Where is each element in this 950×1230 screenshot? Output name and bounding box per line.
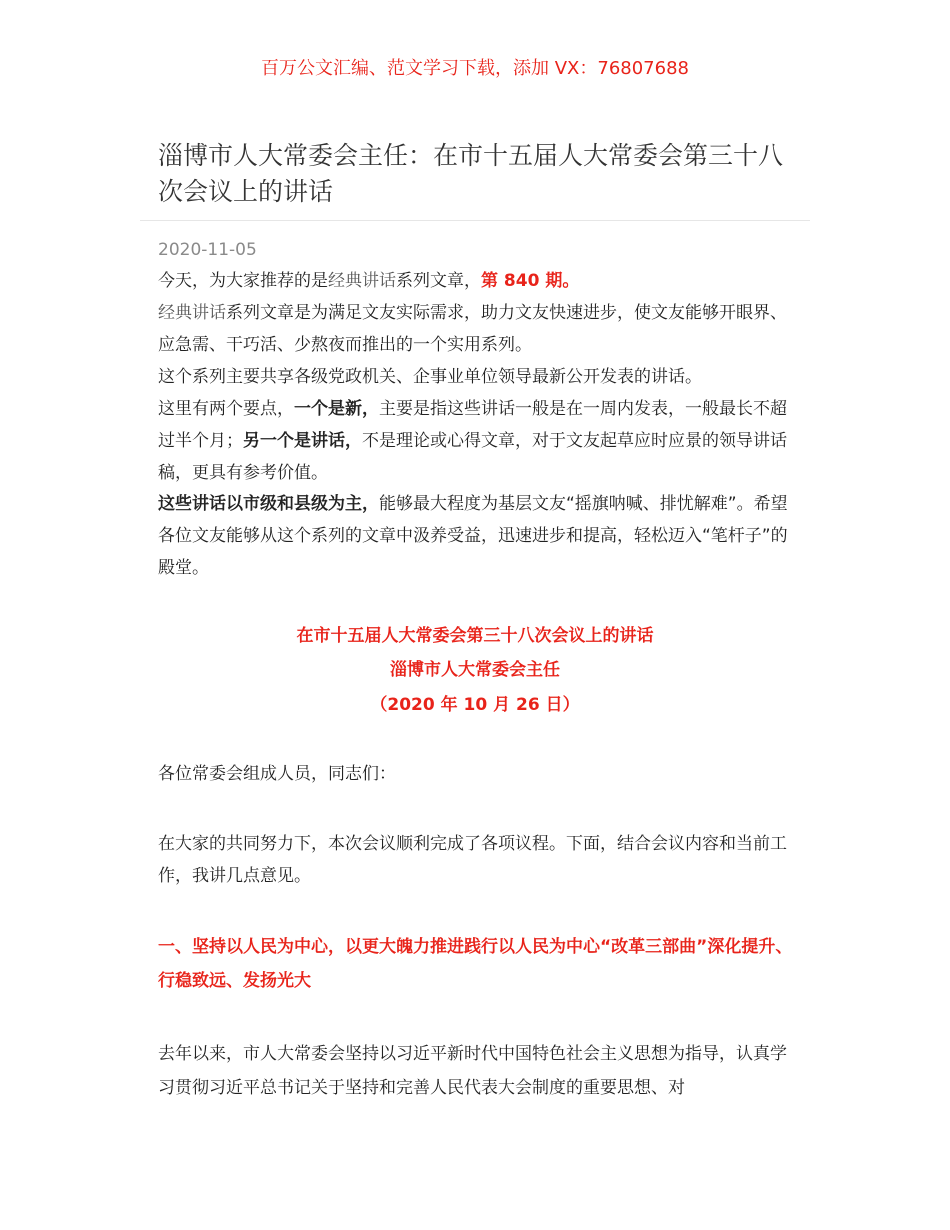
download-banner: 百万公文汇编、范文学习下载，添加 VX：76807688 bbox=[261, 58, 689, 79]
key-point-new: 一个是新， bbox=[294, 399, 379, 419]
intro-text: 主要是指这些讲话一般是在一周内发表，一般最长不超过半个月； bbox=[158, 399, 787, 451]
key-point-level: 这些讲话以市级和县级为主， bbox=[158, 494, 379, 514]
intro-paragraph-5 bbox=[158, 488, 798, 584]
intro-paragraph-3: 这个系列主要共享各级党政机关、企事业单位领导最新公开发表的讲话。 bbox=[158, 367, 702, 387]
article-title: 淄博市人大常委会主任：在市十五届人大常委会第三十八次会议上的讲话 bbox=[158, 141, 784, 206]
speech-heading: 在市十五届人大常委会第三十八次会议上的讲话 bbox=[296, 626, 654, 646]
series-name: 经典讲话 bbox=[158, 303, 226, 323]
title-divider bbox=[140, 220, 810, 221]
intro-text: 系列文章是为满足文友实际需求，助力文友快速进步，使文友能够开眼界、应急需、干巧活、少熬夜而推出的一个实用系列。 bbox=[158, 303, 787, 355]
opening-paragraph: 在大家的共同努力下，本次会议顺利完成了各项议程。下面，结合会议内容和当前工作，我讲几点意见。 bbox=[158, 834, 787, 886]
intro-text: 系列文章， bbox=[396, 271, 481, 291]
series-name: 经典讲话 bbox=[328, 271, 396, 291]
speech-date: （2020 年 10 月 26 日） bbox=[370, 695, 580, 715]
intro-paragraph-4 bbox=[158, 393, 798, 489]
key-point-speech: 另一个是讲话， bbox=[243, 431, 362, 451]
intro-text: 能够最大程度为基层文友“摇旗呐喊、排忧解难”。希望各位文友能够从这个系列的文章中汲养受益，迅速进步和提高，轻松迈入“笔杆子”的殿堂。 bbox=[158, 494, 788, 578]
section-1-body: 去年以来，市人大常委会坚持以习近平新时代中国特色社会主义思想为指导，认真学习贯彻习近平总书记关于坚持和完善人民代表大会制度的重要思想、对 bbox=[158, 1044, 787, 1098]
intro-text: 今天，为大家推荐的是 bbox=[158, 271, 328, 291]
speech-speaker: 淄博市人大常委会主任 bbox=[390, 660, 560, 680]
issue-number: 第 840 期。 bbox=[481, 271, 580, 291]
publish-date: 2020-11-05 bbox=[158, 240, 257, 260]
intro-paragraph-2 bbox=[158, 297, 798, 361]
intro-text: 这里有两个要点， bbox=[158, 399, 294, 419]
intro-paragraph-1 bbox=[158, 265, 798, 297]
salutation: 各位常委会组成人员，同志们： bbox=[158, 764, 396, 784]
section-1-title: 一、坚持以人民为中心，以更大魄力推进践行以人民为中心“改革三部曲”深化提升、行稳致远、发扬光大 bbox=[158, 937, 793, 991]
intro-text: 不是理论或心得文章，对于文友起草应时应景的领导讲话稿，更具有参考价值。 bbox=[158, 431, 787, 483]
